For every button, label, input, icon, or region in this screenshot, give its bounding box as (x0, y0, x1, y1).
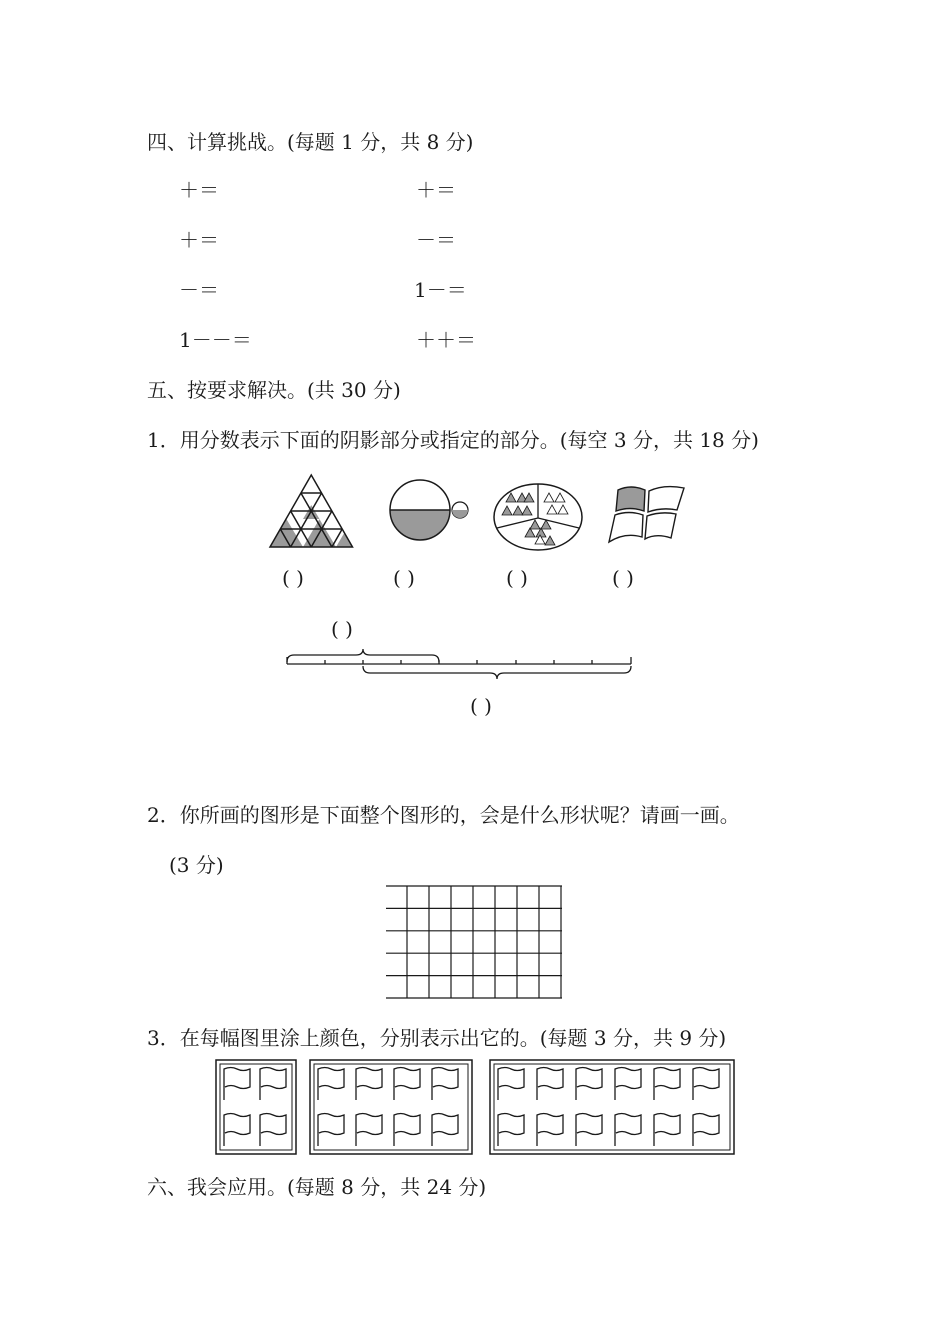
answer-blank-3[interactable]: ( ) (506, 566, 528, 590)
calc-item-6: 1－＝ (414, 278, 467, 302)
calc-item-1: ＋＝ (179, 178, 219, 202)
flag-icon (356, 1068, 382, 1101)
flag-box-3 (490, 1060, 734, 1154)
calc-item-5: －＝ (179, 278, 219, 302)
flag-box-2 (310, 1060, 472, 1154)
window-panes-figure (604, 482, 690, 548)
answer-blank-5[interactable]: ( ) (331, 617, 353, 641)
calc-item-4: －＝ (416, 228, 456, 252)
flag-icon (394, 1068, 420, 1101)
flag-icon (260, 1114, 286, 1147)
flag-icon (260, 1068, 286, 1101)
flag-icon (224, 1068, 250, 1101)
flag-icon (432, 1114, 458, 1147)
drawing-grid[interactable] (385, 884, 565, 1000)
segment-line-figure (280, 644, 640, 690)
bottom-brace (363, 666, 631, 679)
flag-icon (615, 1068, 641, 1101)
calc-item-3: ＋＝ (179, 228, 219, 252)
flag-icon (318, 1114, 344, 1147)
triangles-oval-figure (492, 482, 584, 552)
section-4-title: 四、计算挑战。(每题 1 分，共 8 分) (147, 130, 474, 154)
flag-icon (693, 1114, 719, 1147)
triangle-grid-figure (266, 470, 360, 552)
flag-icon (394, 1114, 420, 1147)
calc-item-8: ＋＋＝ (416, 328, 476, 352)
question-1-text: 1．用分数表示下面的阴影部分或指定的部分。(每空 3 分，共 18 分) (147, 428, 759, 452)
flag-icon (537, 1114, 563, 1147)
calc-item-7: 1－－＝ (179, 328, 252, 352)
flag-box-1 (216, 1060, 296, 1154)
section-6-title: 六、我会应用。(每题 8 分，共 24 分) (147, 1175, 487, 1199)
question-2-score: (3 分) (169, 853, 224, 877)
flag-icon (654, 1068, 680, 1101)
flag-icon (498, 1114, 524, 1147)
answer-blank-6[interactable]: ( ) (470, 694, 492, 718)
calc-item-2: ＋＝ (416, 178, 456, 202)
flag-icon (224, 1114, 250, 1147)
section-5-title: 五、按要求解决。(共 30 分) (147, 378, 401, 402)
flag-icon (498, 1068, 524, 1101)
flag-icon (615, 1114, 641, 1147)
flag-icon (654, 1114, 680, 1147)
flag-icon (576, 1114, 602, 1147)
answer-blank-1[interactable]: ( ) (282, 566, 304, 590)
flags-coloring-figure (214, 1058, 736, 1158)
flag-icon (318, 1068, 344, 1101)
question-3-text: 3．在每幅图里涂上颜色，分别表示出它的。(每题 3 分，共 9 分) (147, 1026, 727, 1050)
flag-icon (576, 1068, 602, 1101)
flag-icon (537, 1068, 563, 1101)
flag-icon (693, 1068, 719, 1101)
question-2-text: 2．你所画的图形是下面整个图形的，会是什么形状呢？请画一画。 (147, 803, 740, 827)
flag-icon (432, 1068, 458, 1101)
answer-blank-4[interactable]: ( ) (612, 566, 634, 590)
half-circle-figure (384, 474, 472, 546)
answer-blank-2[interactable]: ( ) (393, 566, 415, 590)
flag-icon (356, 1114, 382, 1147)
